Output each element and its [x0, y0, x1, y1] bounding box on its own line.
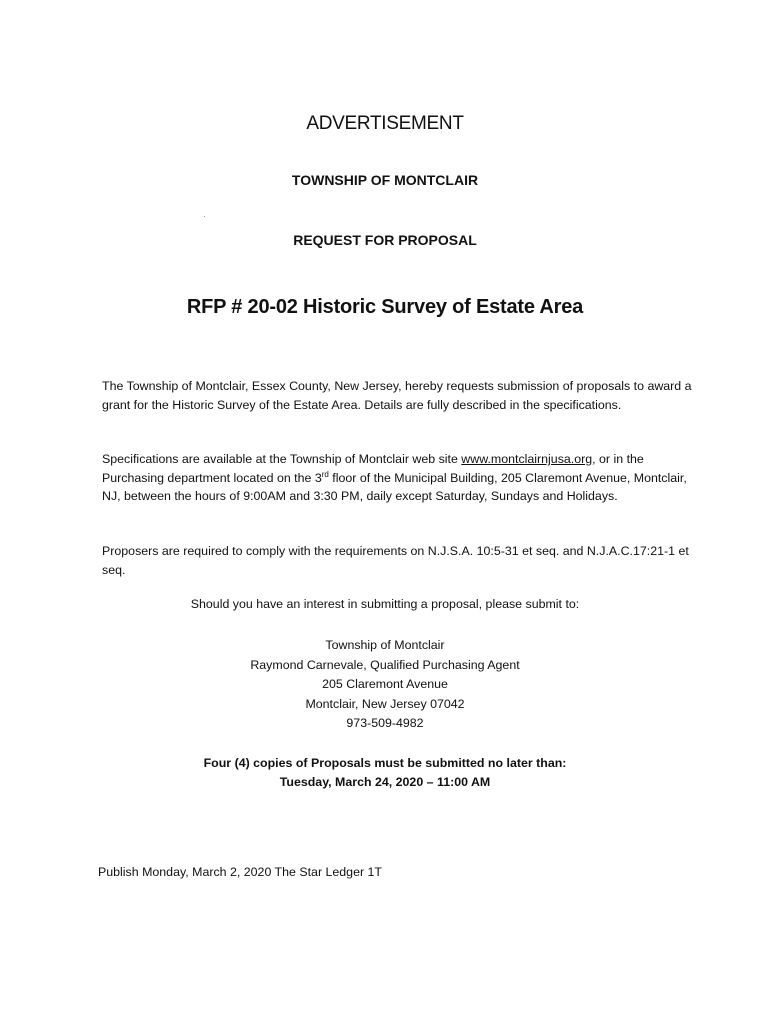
- address-line-city: Montclair, New Jersey 07042: [305, 696, 465, 711]
- address-line-street: 205 Claremont Avenue: [322, 677, 448, 692]
- scan-speck: [204, 216, 205, 217]
- specifications-text-start: Specifications are available at the Township of Montclair web site: [102, 452, 462, 466]
- intro-paragraph: The Township of Montclair, Essex County, New Jersey, hereby requests submission of proposals to award a grant for the Historic Survey of the Estate Area. Details are fully described in the specifications.: [102, 379, 692, 412]
- submission-deadline-line: Tuesday, March 24, 2020 – 11:00 AM: [279, 775, 491, 789]
- requirements-paragraph: Proposers are required to comply with the requirements on N.J.S.A. 10:5-31 et seq. and N.J.A.C.17:21-1 et seq.: [102, 544, 689, 577]
- address-line-agent: Raymond Carnevale, Qualified Purchasing Agent: [250, 657, 520, 672]
- publish-line: Publish Monday, March 2, 2020 The Star Ledger 1T: [98, 865, 382, 879]
- interest-line: Should you have an interest in submitting a proposal, please submit to:: [190, 597, 580, 611]
- specifications-text-middle: , or in the Purchasing department located on the 3: [102, 452, 644, 485]
- address-block: [0, 636, 770, 734]
- website-link[interactable]: www.montclairnjusa.org: [461, 452, 593, 466]
- specifications-paragraph: [102, 450, 692, 506]
- rfp-label: REQUEST FOR PROPOSAL: [293, 232, 477, 248]
- page-title: ADVERTISEMENT: [306, 113, 464, 134]
- address-line-township: Township of Montclair: [325, 638, 445, 652]
- submission-deadline-block: [0, 754, 770, 792]
- floor-superscript: rd: [321, 469, 329, 479]
- township-heading: TOWNSHIP OF MONTCLAIR: [291, 172, 479, 188]
- submission-copies-line: Four (4) copies of Proposals must be submitted no later than:: [203, 756, 567, 770]
- address-line-phone: 973-509-4982: [346, 716, 424, 731]
- specifications-text-end: floor of the Municipal Building, 205 Claremont Avenue, Montclair, NJ, between the hours of 9:00AM and 3:30 PM, daily except Saturday, Sundays and Holidays.: [102, 470, 687, 503]
- rfp-title: RFP # 20-02 Historic Survey of Estate Area: [186, 296, 584, 318]
